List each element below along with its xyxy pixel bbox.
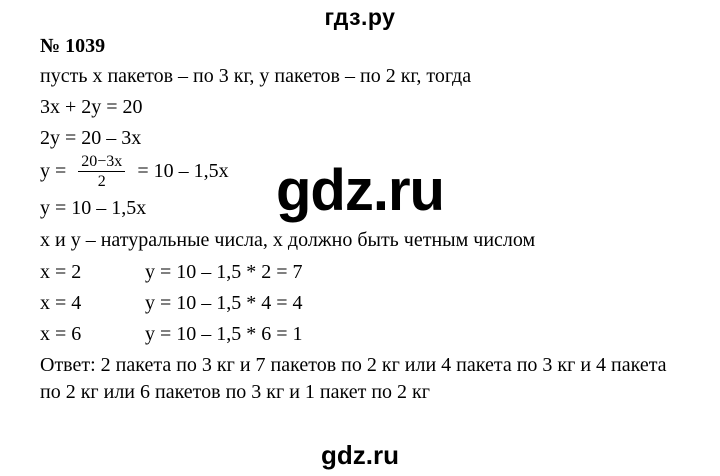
case-y-calc: y = 10 – 1,5 * 4 = 4 <box>145 292 303 314</box>
site-logo-bottom: gdz.ru <box>321 440 399 470</box>
case-row <box>40 291 303 315</box>
case-x-value: x = 4 <box>40 292 82 314</box>
equation-3-suffix: = 10 – 1,5x <box>132 159 229 182</box>
case-row <box>40 260 303 284</box>
equation-3 <box>40 149 229 193</box>
assumption-text: пусть х пакетов – по 3 кг, у пакетов – по 2 кг, тогда <box>40 65 472 87</box>
case-row <box>40 322 303 346</box>
fraction-numerator: 20−3x <box>78 153 125 172</box>
case-y-calc: y = 10 – 1,5 * 6 = 1 <box>145 323 303 345</box>
fraction-denominator: 2 <box>97 172 106 190</box>
condition-note: х и у – натуральные числа, х должно быть четным числом <box>40 229 536 251</box>
problem-number: № 1039 <box>40 35 106 57</box>
equation-3-prefix: y = <box>40 159 72 182</box>
site-logo-top: гдз.ру <box>324 4 396 30</box>
fraction <box>78 153 125 190</box>
equation-2: 2y = 20 – 3x <box>40 127 142 149</box>
case-x-value: x = 6 <box>40 323 82 345</box>
gdz-watermark: gdz.ru <box>276 158 444 223</box>
equation-4: y = 10 – 1,5x <box>40 197 147 219</box>
answer-text: Ответ: 2 пакета по 3 кг и 7 пакетов по 2 кг или 4 пакета по 3 кг и 4 пакета по 2 кг или 6 пакетов по 3 кг и 1 пакет по 2 кг <box>40 354 667 403</box>
case-x-value: x = 2 <box>40 261 82 283</box>
case-y-calc: y = 10 – 1,5 * 2 = 7 <box>145 261 303 283</box>
equation-1: 3x + 2y = 20 <box>40 96 143 118</box>
